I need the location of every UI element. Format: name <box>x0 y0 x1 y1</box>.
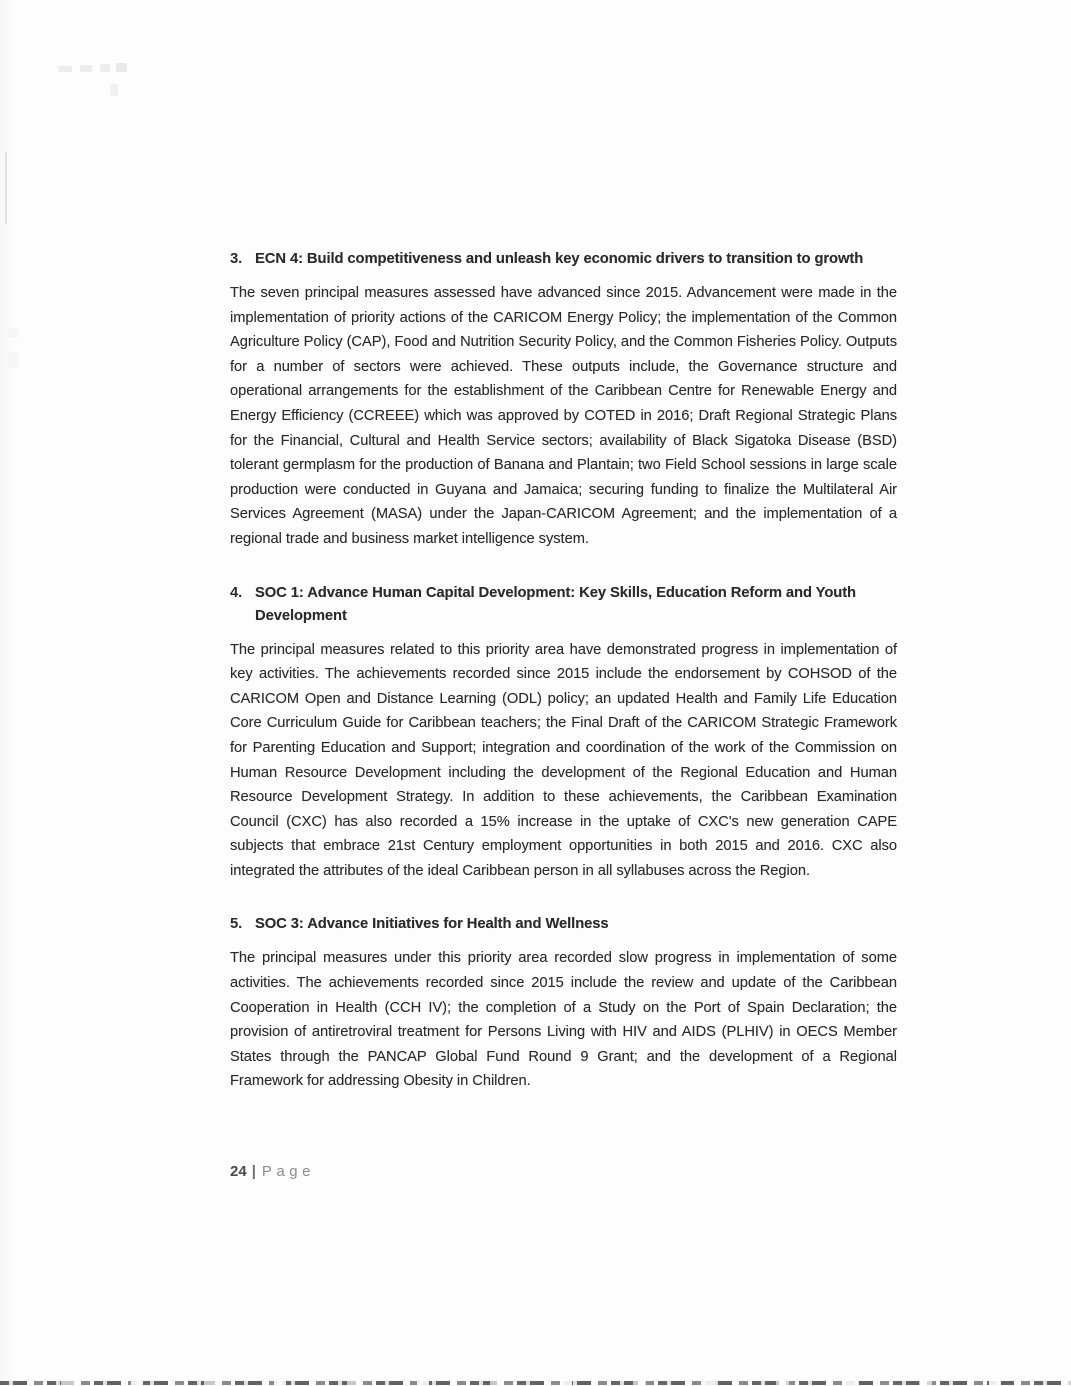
section-heading-row <box>230 248 897 271</box>
section-paragraph: The seven principal measures assessed have advanced since 2015. Advancement were made in the implementation of priority actions of the CARICOM Energy Policy; the implementation of the Common Agriculture Policy (CAP), Food and Nutrition Security Policy, and the Common Fisheries Policy. Outputs for a number of sectors were achieved. These outputs include, the Governance structure and operational arrangements for the establishment of the Caribbean Centre for Renewable Energy and Energy Efficiency (CCREEE) which was approved by COTED in 2016; Draft Regional Strategic Plans for the Financial, Cultural and Health Service sectors; availability of Black Sigatoka Disease (BSD) tolerant germplasm for the production of Banana and Plantain; two Field School sessions in large scale production were conducted in Guyana and Jamaica; securing funding to finalize the Multilateral Air Services Agreement (MASA) under the Japan-CARICOM Agreement; and the implementation of a regional trade and business market intelligence system. <box>230 285 897 547</box>
section-heading-row <box>230 582 897 628</box>
section-ecn4 <box>230 248 897 552</box>
footer-page-number: 24 <box>230 1163 247 1180</box>
section-soc3 <box>230 913 897 1094</box>
page-footer <box>230 1163 315 1180</box>
section-heading: ECN 4: Build competitiveness and unleash key economic drivers to transition to growth <box>255 251 864 267</box>
section-paragraph: The principal measures under this priority area recorded slow progress in implementation of some activities. The achievements recorded since 2015 include the review and update of the Caribbean Cooperation in Health (CCH IV); the completion of a Study on the Port of Spain Declaration; the provision of antiretroviral treatment for Persons Living with HIV and AIDS (PLHIV) in OECS Member States through the PANCAP Global Fund Round 9 Grant; and the development of a Regional Framework for addressing Obesity in Children. <box>230 950 897 1090</box>
section-heading: SOC 3: Advance Initiatives for Health and Wellness <box>255 916 609 933</box>
section-number: 3. <box>230 251 243 267</box>
section-soc1 <box>230 582 897 884</box>
section-heading: SOC 1: Advance Human Capital Development: Key Skills, Education Reform and Youth Development <box>255 584 856 624</box>
footer-separator: | <box>251 1163 256 1180</box>
footer-page-label: Page <box>261 1163 315 1180</box>
section-paragraph: The principal measures related to this priority area have demonstrated progress in implementation of key activities. The achievements recorded since 2015 include the endorsement by COHSOD of the CARICOM Open and Distance Learning (ODL) policy; an updated Health and Family Life Education Core Curriculum Guide for Caribbean teachers; the Final Draft of the CARICOM Strategic Framework for Parenting Education and Support; integration and coordination of the work of the Commission on Human Resource Development including the development of the Regional Education and Human Resource Development Strategy. In addition to these achievements, the Caribbean Examination Council (CXC) has also recorded a 15% increase in the uptake of CXC's new generation CAPE subjects that embrace 21st Century employment opportunities in both 2015 and 2016. CXC also integrated the attributes of the ideal Caribbean person in all syllabuses across the Region. <box>230 641 897 879</box>
section-number: 5. <box>230 916 243 933</box>
section-number: 4. <box>230 584 243 601</box>
section-heading-row <box>230 913 897 936</box>
